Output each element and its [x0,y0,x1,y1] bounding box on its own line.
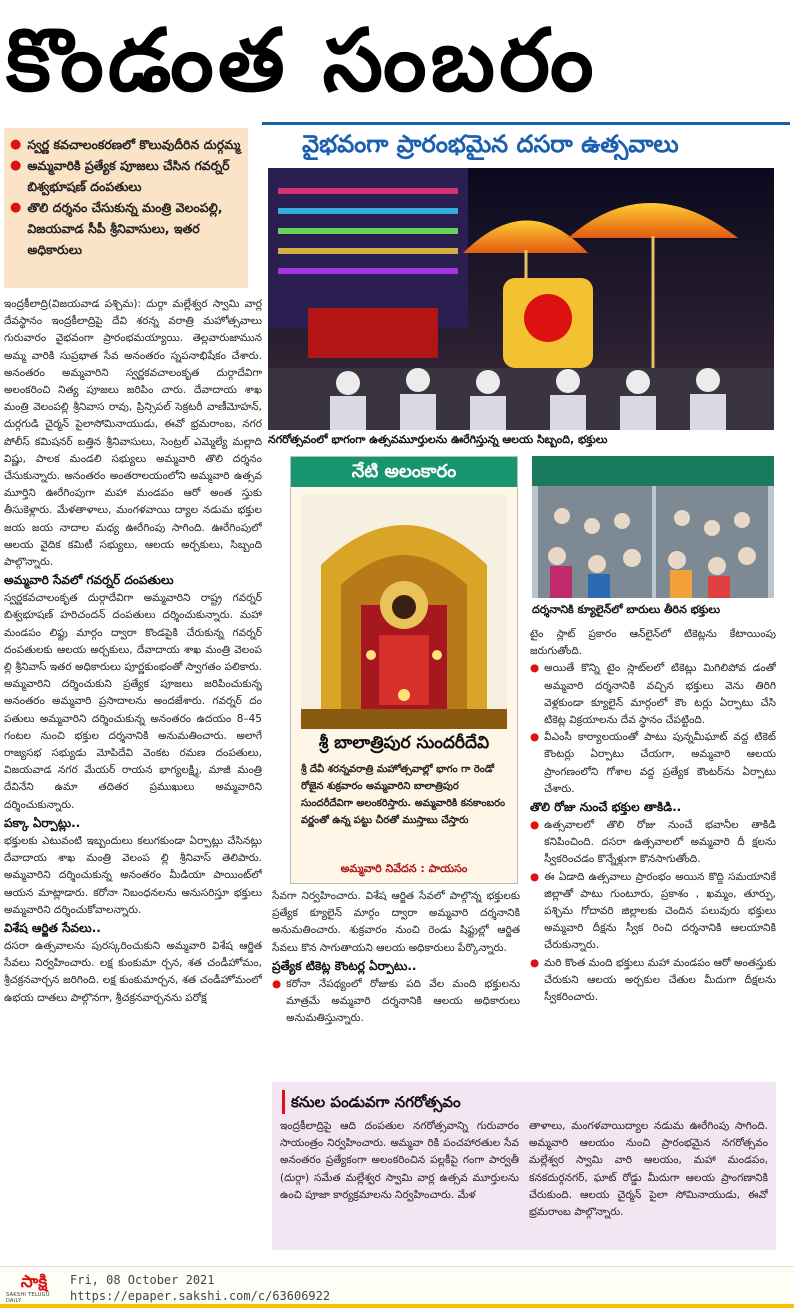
section-heading: విశేష ఆర్జిత సేవలు.. [4,920,101,935]
bullet-icon: ● [10,200,22,215]
section-heading: ప్రత్యేక టికెట్ల కౌంటర్ల ఏర్పాటు.. [272,958,417,973]
alankaram-title: నేటి అలంకారం [291,457,517,487]
paragraph: దసరా ఉత్సవాలను పురస్కరించుకుని అమ్మవారి విశేష ఆర్జిత సేవలు నిర్వహించారు. లక్ష కుంకుమా ర్చన, శత చండీహోమం, శ్రీచక్రనవార్చన జరిగింది. లక్ష కుంకుమార్చన, శత చండీహోమంలో ఉభయ దాతలు పాల్గొనగా, శ్రీచక్రనవార్చనను పరోక్ష [4,939,262,1004]
section-heading: తొలి రోజు నుంచే భక్తుల తాకిడి.. [530,800,682,815]
highlight-item: ● అమ్మవారికి ప్రత్యేక పూజలు చేసిన గవర్నర్ బిశ్వభూషణ్ దంపతులు [10,155,242,197]
bullet-item: ● మరి కొంత మంది భక్తులు మహా మండపం ఆరో అంతస్తుకు చేరుకుని ఆలయ అర్చకుల చేతుల మీదుగా దీక్షలను స్వీకరించారు. [530,955,776,1007]
bullet-item: ● ఈ ఏడాది ఉత్సవాలు ప్రారంభం అయిన కొద్ది సమయానికే జిల్లాతో పాటు గుంటూరు, ప్రకాశం , ఖమ్మం, తూర్పు, పశ్చిమ గోదావరి జిల్లాలకు చెందిన పలువురు భక్తులు అమ్మవారి దీక్షను స్వీక రించి దర్శనానికి ఆలయానికి చేరుకున్నారు. [530,869,776,955]
bullet-icon: ● [530,819,540,832]
highlight-item: ● తొలి దర్శనం చేసుకున్న మంత్రి వెలంపల్లి, విజయవాడ సీపీ శ్రీనివాసులు, ఇతర అధికారులు [10,197,242,260]
naivedyam-label: అమ్మవారి నివేదన : పాయసం [340,862,468,875]
deity-illustration [301,495,507,729]
bullet-item: ● అయితే కొన్ని టైం స్లాట్‌లలో టికెట్లు మిగిలిపోవ డంతో అమ్మవారి దర్శనానికి వచ్చిన భక్తులు వెను తిరిగి వెళ్లకుండా క్యూలైన్ మార్గంలో కౌం టర్లు ఏర్పాటు చేసి టికెట్ల విక్రయాలను దేవ స్థానం చేపట్టింది. [530,660,776,729]
nagarotsavam-right-text: తాళాలు, మంగళవాయిద్యాల నడుమ ఊరేగింపు సాగింది. అమ్మవారి ఆలయం నుంచి ప్రారంభమైన నగరోత్సవం మల్లేశ్వర స్వామి వారి ఆలయం, మహా మండపం, కనకదుర్గనగర్, ఘాట్ రోడ్డు మీదుగా ఆలయ ప్రాంగణానికి చేరుకుంది. ఆలయ చైర్మన్ పైలా సోమినాయుడు, ఈవో భ్రమరాంబ పాల్గొన్నారు. [529,1120,768,1219]
section-heading: అమ్మవారి సేవలో గవర్నర్ దంపతులు [4,573,174,588]
alankaram-box [290,456,518,884]
logo-subtitle: SAKSHI TELUGU DAILY [6,1291,50,1304]
bullet-icon: ● [10,137,22,152]
nagarotsavam-left-text: ఇంద్రకీలాద్రిపై ఆది దంపతుల నగరోత్సవాన్ని గురువారం సాయంత్రం నిర్వహించారు. అమ్మవా రికి పంచహారతుల సేవ అనంతరం ప్రత్యేకంగా అలంకరించిన పల్లకీపై గంగా పార్వతీ (దుర్గా) సమేత మల్లేశ్వర స్వామి వార్ల ఉత్సవ మూర్తులను ఉంచి పూజా కార్యక్రమాలను నిర్వహించారు. మేళ [280,1120,519,1201]
article-column-1 [4,296,262,1256]
bullet-icon: ● [530,731,540,744]
paragraph: సేవగా నిర్వహించారు. విశేష ఆర్జిత సేవలో పాల్గొన్న భక్తులకు ప్రత్యేక క్యూలైన్ మార్గం ద్వారా అమ్మవారి దర్శనానికి అనుమతించారు. శుక్రవారం నుంచి రెండు షిఫ్టుల్లో ఆర్జిత సేవలు కొన సాగుతాయని ఆలయ అధికారులు పేర్కొన్నారు. [272,890,520,954]
sakshi-logo [6,1270,62,1306]
queue-photo [532,456,774,598]
bullet-icon: ● [530,956,540,969]
footer-stripe [0,1304,794,1308]
bullet-icon: ● [272,977,282,990]
logo-text: సాక్షి [20,1271,48,1292]
bullet-item: ● ఉత్సవాలలో తొలి రోజు నుంచే భవానీల తాకిడి కనిపించింది. దసరా ఉత్సవాలలో అమ్మవారి దీ క్షలను స్వీకరించడం కొన్నేళ్లుగా కొనసాగుతోంది. [530,817,776,869]
lead-paragraph: ఇంద్రకీలాద్రి(విజయవాడ పశ్చిమ): దుర్గా మల్లేశ్వర స్వామి వార్ల దేవస్థానం ఇంద్రకీలాద్రిపై దేవి శరన్న వరాత్రి మహోత్సవాలు గురువారం వైభవంగా ప్రారంభమయ్యాయి. తెల్లవారుజామున అమ్మ వారికి సుప్రభాత సేవ అనంతరం స్నపనాభిషేకం చేశారు. అనంతరం అమ్మవారిని స్వర్ణకవచాలంకృత దుర్గాదేవిగా అలంకరించి నిత్య పూజలు జరిపిం చారు. దేవాదాయ శాఖ మంత్రి వెలంపల్లి శ్రీనివాస రావు, ప్రిన్సిపల్ సెక్రటరీ వాణీమోహన్, దుర్గగుడి చైర్మన్ పైలాసోమినాయుడు, ఈవో భ్రమరాంబ, నగర పోలీస్ కమిషనర్ బత్తిన శ్రీనివాసులు, సెంట్రల్ ఎమ్మెల్యే మల్లాది విష్ణు, పాలక మండలి సభ్యులు అమ్మవారి తొలి దర్శనం చేసుకున్నారు. అనంతరం అంతరాలయంలోని అమ్మవారి ఉత్సవ మూర్తిని ఊరేగింపుగా మహా మండపం ఆరో అంత స్తుకు తీసుకెళ్లారు. మేళతాళాలు, మంగళవాయి ద్యాల నడుమ భక్తుల జయ జయ నాదాల మధ్య ఊరేగింపు సాగింది. ఊరేగింపులో ఆలయ వైదిక కమిటీ సభ్యులు, ఆలయ అర్చకులు, సిబ్బంది పాల్గొన్నారు. [4,298,262,569]
highlights-box [4,128,248,288]
queue-illustration [532,456,774,598]
page-headline: కొండంత సంబరం [6,10,598,111]
highlight-item: ● స్వర్ణ కవచాలంకరణలో కొలువుదీరిన దుర్గమ్మ [10,134,242,155]
bullet-item: ● వీఎంసీ కార్యాలయంతో పాటు పున్నమీఘాట్ వద్ద టికెట్ కౌంటర్లు ఏర్పాటు చేయగా, అమ్మవారి ఆలయ ప్రాంగణంలోని గోశాల వద్ద ప్రత్యేక కౌంటర్‌ను ఏర్పాటు చేశారు. [530,729,776,798]
article-column-3 [530,626,776,1072]
nagarotsavam-title: కనుల పండువగా నగరోత్సవం [282,1090,768,1114]
paragraph: టైం స్లాట్ ప్రకారం ఆన్‌లైన్‌లో టికెట్లను కేటాయింపు జరుగుతోంది. [530,628,776,658]
alankaram-text: శ్రీ దేవీ శరన్నవరాత్రి మహోత్సవాల్లో భాగం గా రెండో రోజైన శుక్రవారం అమ్మవారిని బాలాత్రిపుర సుందరీదేవిగా అలంకరిస్తారు. అమ్మవారికి కనకాంబరం వర్ణంతో ఉన్న పట్టు చీరతో ముస్తాబు చేస్తారు [301,764,506,826]
bullet-icon: ● [530,870,540,883]
edition-date: Fri, 08 October 2021 [70,1272,215,1287]
sub-headline: వైభవంగా ప్రారంభమైన దసరా ఉత్సవాలు [262,122,790,160]
deity-photo [301,495,507,729]
procession-caption: నగరోత్సవంలో భాగంగా ఉత్సవమూర్తులను ఊరేగిస్తున్న ఆలయ సిబ్బంది, భక్తులు [268,433,608,446]
footer-info [70,1272,330,1304]
paragraph: భక్తులకు ఎటువంటి ఇబ్బందులు కలుగకుండా ఏర్పాట్లు చేసినట్లు దేవాదాయ శాఖ మంత్రి వెలంప ల్లి శ్రీనివాస్ తెలిపారు. అమ్మవారిని దర్శించుకున్న అనంతరం మీడియా పాయింట్‌లో ఆయన మాట్లాడారు. కరోనా నిబంధనలను అనుసరిస్తూ భక్తులు అమ్మవారిని దర్శించుకోవాలన్నారు. [4,834,262,916]
bullet-icon: ● [10,158,22,173]
procession-photo [268,168,774,430]
bullet-icon: ● [530,662,540,675]
deity-name: శ్రీ బాలాత్రిపుర సుందరీదేవి [318,733,490,753]
bullet-item: ● కరోనా నేపథ్యంలో రోజుకు పది వేల మంది భక్తులను మాత్రమే అమ్మవారి దర్శనానికి ఆలయ అధికారులు అనుమతిస్తున్నారు. [272,976,520,1028]
procession-illustration [268,168,774,430]
paragraph: స్వర్ణకవచాలంకృత దుర్గాదేవిగా అమ్మవారిని రాష్ట్ర గవర్నర్ బిశ్వభూషణ్ హరిచందన్ దంపతులు దర్శించుకున్నారు. మహా మండపం లిఫ్టు మార్గం ద్వారా కొండపైకి చేరుకున్న గవర్నర్ దంపతులకు ఆలయ అర్చకులు, దేవాదాయ శాఖ మంత్రి వెలంప ల్లి శ్రీనివాస్ ఇతర అధికారులు పూర్ణకుంభంతో స్వాగతం పలికారు. అమ్మవారిని దర్శించుకుని ప్రత్యేక పూజలు జరిపించుకున్న అనంతరం అమ్మవారి ప్రసాదాలను అందజేశారు. గవర్నర్ దం పతులు అమ్మవారిని దర్శించుకున్న అనంతరం ఉదయం 8–45 గంటల నుంచి భక్తుల దర్శనానికి అనుమతించారు. అలాగే రాజ్యసభ సభ్యుడు మోపిదేవి వెంకట రమణ దంపతులు, విజయవాడ నగర మేయర్ రాయన భాగ్యలక్ష్మి, మాజీ మంత్రి దేవినేని ఉమా తదితర ప్రముఖులు అమ్మవారిని దర్శించుకున్నారు. [4,592,262,811]
edition-url[interactable]: https://epaper.sakshi.com/c/63606922 [70,1288,331,1303]
footer-bar [0,1266,794,1308]
queue-caption: దర్శనానికి క్యూలైన్‌లో బారులు తీరిన భక్తులు [532,603,721,616]
article-column-2 [272,888,520,1068]
section-heading: పక్కా ఏర్పాట్లు.. [4,815,81,830]
nagarotsavam-box [272,1082,776,1250]
